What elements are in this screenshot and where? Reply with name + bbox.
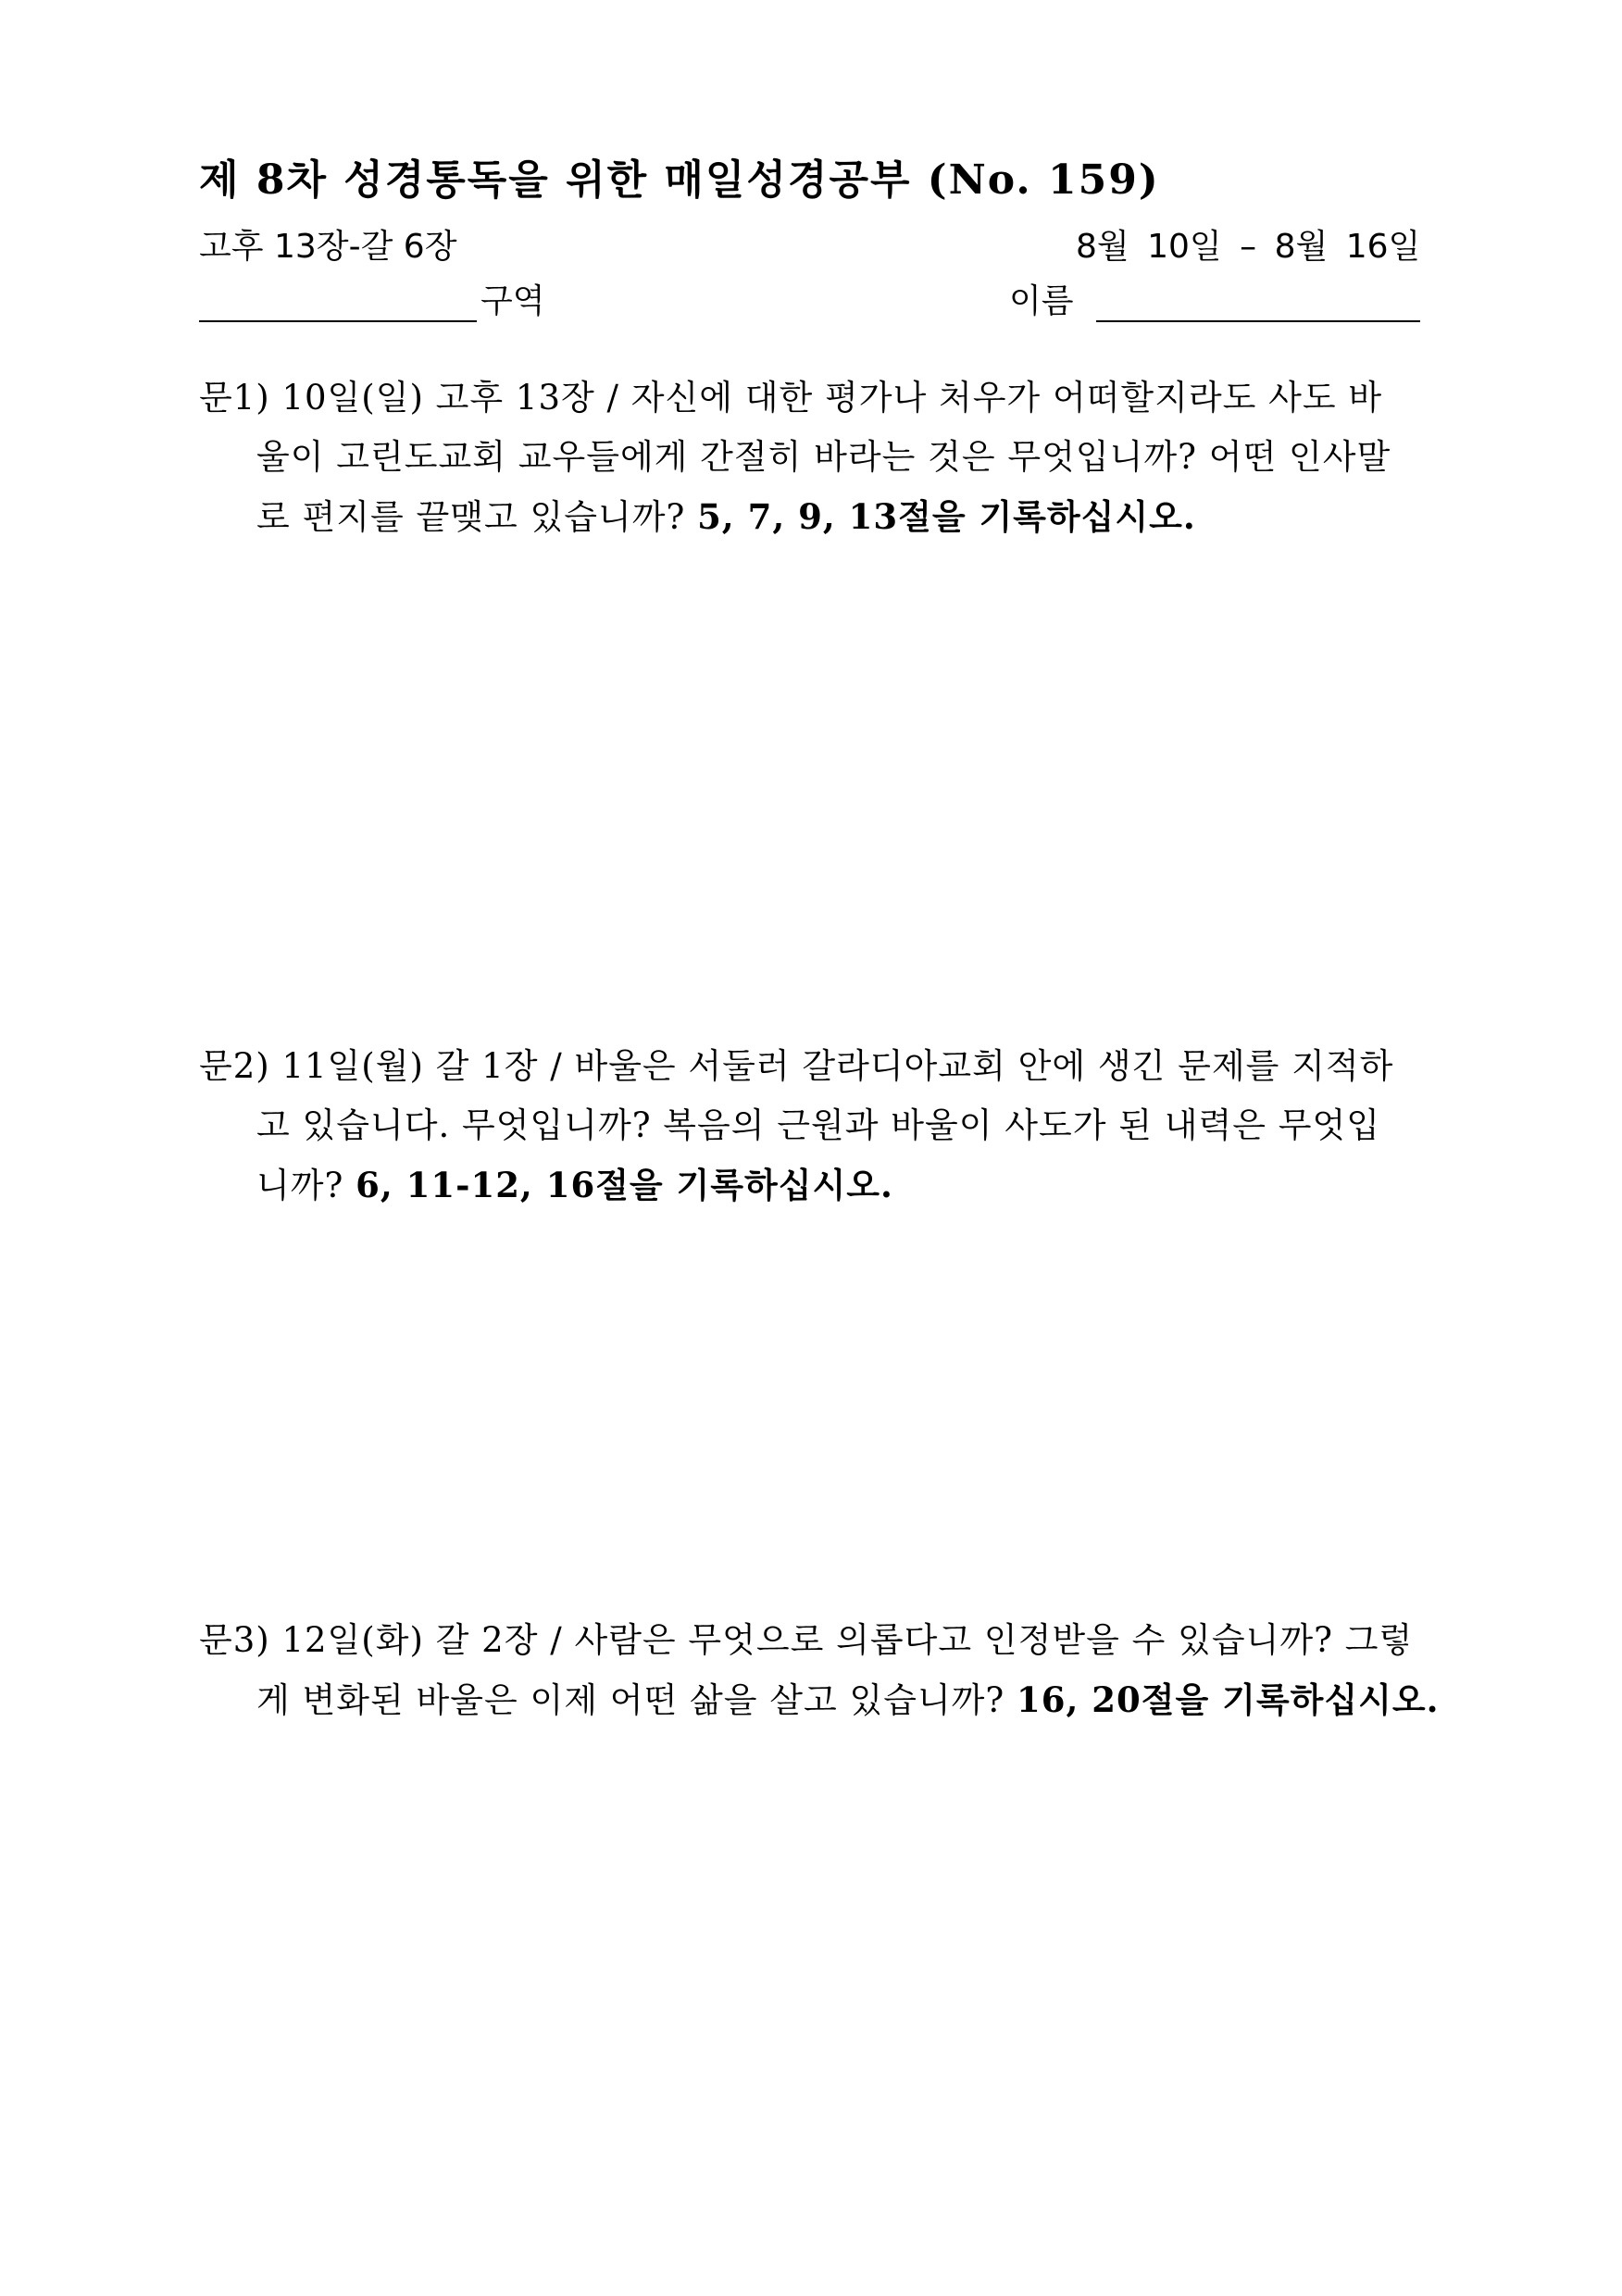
question-text: 게 변화된 바울은 이제 어떤 삶을 살고 있습니까?	[256, 1680, 1005, 1720]
question-line: 문2) 11일(월) 갈 1장 / 바울은 서둘러 갈라디아교회 안에 생긴 문제를 지적하	[199, 1046, 1394, 1086]
question-line: 문3) 12일(화) 갈 2장 / 사람은 무엇으로 의롭다고 인정받을 수 있습니까? 그렇	[199, 1620, 1414, 1660]
question-1	[199, 368, 1440, 547]
date-range: 8월 10일 – 8월 16일	[1076, 228, 1421, 266]
question-text: 니까?	[256, 1166, 344, 1205]
question-line: 문1) 10일(일) 고후 13장 / 자신에 대한 평가나 처우가 어떠할지라도 사도 바	[199, 378, 1383, 418]
name-label: 이름	[1009, 282, 1074, 320]
question-text: 로 편지를 끝맺고 있습니까?	[256, 497, 686, 537]
question-3	[199, 1611, 1440, 1730]
page-title: 제 8차 성경통독을 위한 매일성경공부 (No. 159)	[199, 156, 1160, 204]
question-line: 울이 고린도교회 교우들에게 간절히 바라는 것은 무엇입니까? 어떤 인사말	[256, 437, 1391, 477]
chapter-range: 고후 13장-갈 6장	[199, 228, 457, 266]
question-instruction: 16, 20절을 기록하십시오.	[1017, 1679, 1440, 1720]
question-line-last	[199, 487, 1440, 547]
question-line: 고 있습니다. 무엇입니까? 복음의 근원과 바울이 사도가 된 내력은 무엇입	[256, 1105, 1380, 1145]
question-2	[199, 1037, 1440, 1216]
name-blank-line	[1096, 283, 1420, 322]
question-instruction: 5, 7, 9, 13절을 기록하십시오.	[697, 496, 1196, 537]
district-blank-line	[199, 283, 477, 322]
question-instruction: 6, 11-12, 16절을 기록하십시오.	[356, 1165, 893, 1205]
district-field	[199, 278, 545, 322]
name-field	[1009, 278, 1420, 322]
question-line-last	[199, 1155, 1440, 1216]
district-label: 구역	[480, 282, 545, 320]
question-line-last	[199, 1670, 1440, 1730]
